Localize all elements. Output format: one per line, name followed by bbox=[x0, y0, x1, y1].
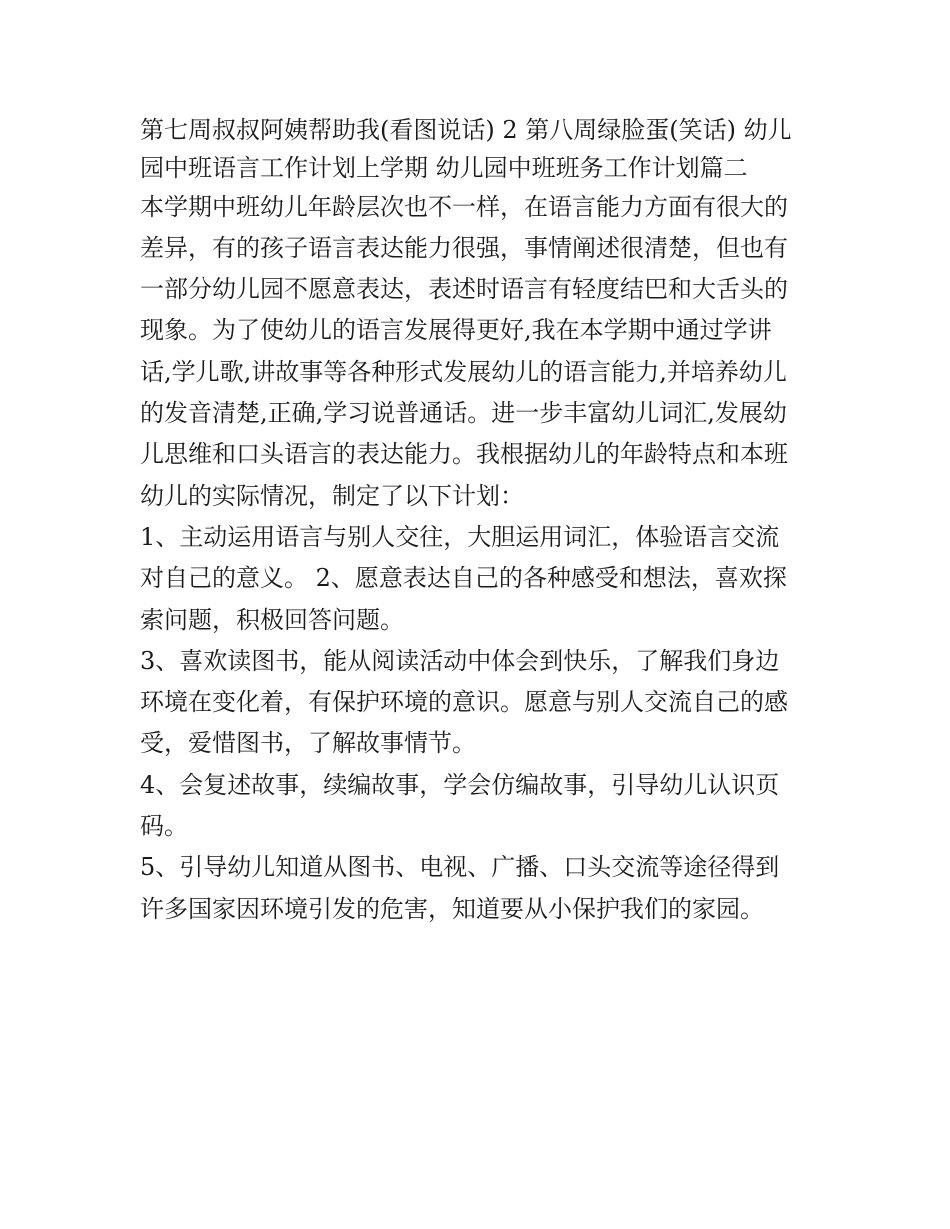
text-line: 儿思维和口头语言的表达能力。我根据幼儿的年龄特点和本班 bbox=[140, 440, 788, 469]
list-item-1-2-line: 对自己的意义。 2、愿意表达自己的各种感受和想法，喜欢探 bbox=[140, 564, 787, 593]
text-line: 话,学儿歌,讲故事等各种形式发展幼儿的语言能力,并培养幼儿 bbox=[140, 357, 787, 386]
list-item-4-line: 4、会复述故事，续编故事，学会仿编故事，引导幼儿认识页 bbox=[140, 770, 780, 799]
list-item-1-line: 1、主动运用语言与别人交往，大胆运用词汇，体验语言交流 bbox=[140, 522, 780, 551]
list-item-5-line: 许多国家因环境引发的危害，知道要从小保护我们的家园。 bbox=[140, 894, 764, 923]
text-line: 园中班语言工作计划上学期 幼儿园中班班务工作计划篇二 bbox=[140, 154, 748, 183]
list-item-4-line: 码。 bbox=[140, 812, 188, 841]
text-line: 一部分幼儿园不愿意表达，表述时语言有轻度结巴和大舌头的 bbox=[140, 275, 788, 304]
text-line: 幼儿的实际情况，制定了以下计划： bbox=[140, 481, 524, 510]
list-item-3-line: 环境在变化着，有保护环境的意识。愿意与别人交流自己的感 bbox=[140, 688, 788, 717]
text-line: 差异，有的孩子语言表达能力很强，事情阐述很清楚，但也有 bbox=[140, 233, 788, 262]
document-body bbox=[140, 110, 820, 930]
list-item-3-line: 3、喜欢读图书，能从阅读活动中体会到快乐，了解我们身边 bbox=[140, 646, 780, 675]
text-line: 的发音清楚,正确,学习说普通话。进一步丰富幼儿词汇,发展幼 bbox=[140, 399, 787, 428]
text-line: 本学期中班幼儿年龄层次也不一样，在语言能力方面有很大的 bbox=[140, 192, 788, 221]
list-item-2-line: 索问题，积极回答问题。 bbox=[140, 605, 404, 634]
list-item-5-line: 5、引导幼儿知道从图书、电视、广播、口头交流等途径得到 bbox=[140, 853, 780, 882]
text-line: 现象。为了使幼儿的语言发展得更好,我在本学期中通过学讲 bbox=[140, 316, 772, 345]
text-line: 第七周叔叔阿姨帮助我(看图说话) 2 第八周绿脸蛋(笑话) 幼儿 bbox=[140, 116, 792, 144]
list-item-3-line: 受，爱惜图书，了解故事情节。 bbox=[140, 729, 476, 758]
